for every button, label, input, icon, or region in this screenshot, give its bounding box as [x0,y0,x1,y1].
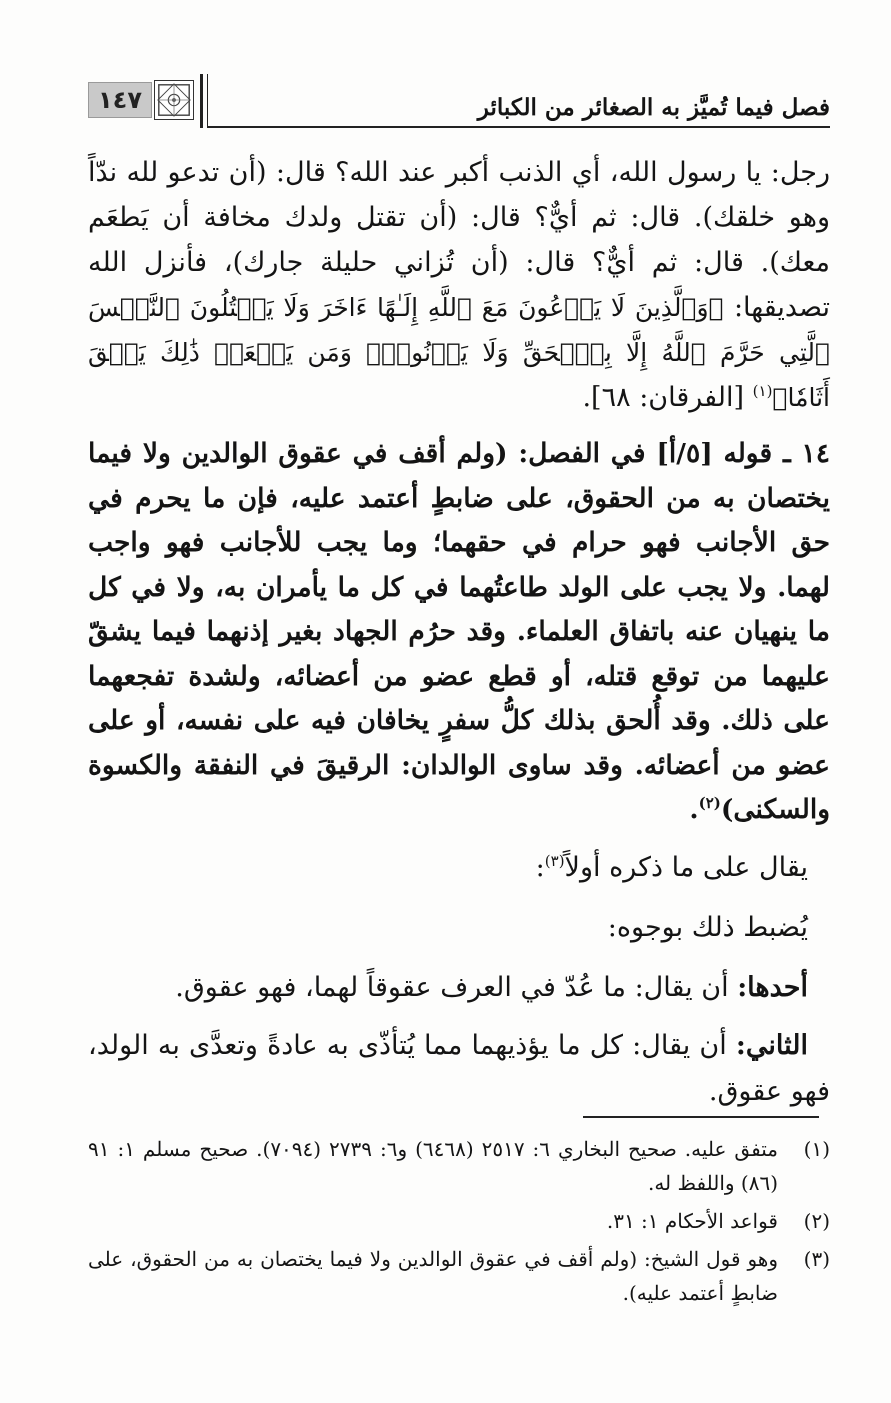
quran-verse: ﴿وَٱلَّذِينَ لَا يَدۡعُونَ مَعَ ٱللَّهِ إِلَـٰهًا ءَاخَرَ وَلَا يَقۡتُلُونَ ٱلنَّفۡسَ ٱلَّتِي حَرَّمَ ٱللَّهُ إِلَّا بِٱلۡحَقِّ وَلَا يَزۡنُونَۚ وَمَن يَفۡعَلۡ ذَٰلِكَ يَلۡقَ أَثَامٗا﴾ [88,293,830,412]
paragraph-text: يُضبط ذلك بوجوه: [607,911,808,943]
paragraph [88,963,808,1013]
paragraph-text: أن يقال: ما عُدّ في العرف عقوقاً لهما، فهو عقوق. [175,971,729,1003]
footnote-ref[interactable]: (٣) [544,851,565,870]
footnote [88,1242,830,1310]
running-header [88,72,830,132]
footnote-text: قواعد الأحكام ١: ٣١. [606,1209,778,1233]
footnote [88,1132,830,1200]
paragraph-text: أن يقال: كل ما يؤذيهما مما يُتأذّى به عادةً وتعدَّى به الولد، فهو عقوق. [88,1029,830,1107]
page-number: ١٤٧ [88,82,152,118]
footnote-separator [583,1116,819,1118]
header-divider [200,74,203,128]
citation: [الفرقان: ٦٨]. [582,382,745,413]
item-label: الثاني: [735,1029,808,1061]
footnote-number: (٢) [803,1209,830,1233]
paragraph-text: يقال على ما ذكره أولاً [564,851,808,883]
paragraph [88,903,808,953]
item-label: أحدها: [737,971,808,1003]
footnotes [88,1132,830,1314]
footnote [88,1204,830,1238]
footnote-text: وهو قول الشيخ: (ولم أقف في عقوق الوالدين ولا فيما يختصان به من الحقوق، على ضابطٍ أعتمد عليه). [88,1247,778,1305]
paragraph-bold [88,432,830,833]
footnote-number: (١) [803,1137,830,1161]
main-text [88,150,830,1115]
footnote-text: متفق عليه. صحيح البخاري ٦: ٢٥١٧ (٦٤٦٨) و٦: ٢٧٣٩ (٧٠٩٤). صحيح مسلم ١: ٩١ (٨٦) واللفظ له. [88,1137,778,1195]
chapter-title: فصل فيما تُميَّز به الصغائر من الكبائر [477,94,830,121]
header-divider [207,74,208,128]
header-rule [208,126,830,128]
punctuation: : [535,851,545,883]
paragraph-text: رجل: يا رسول الله، أي الذنب أكبر عند الله؟ قال: (أن تدعو لله ندّاً وهو خلقك). قال: ثم أيٌّ؟ قال: (أن تقتل ولدك مخافة أن يَطعَم معك). قال: ثم أيٌّ؟ قال: (أن تُزاني حليلة جارك)، فأنزل الله تصديقها: [88,157,830,323]
paragraph [88,843,808,893]
footnote-ref[interactable]: (٢) [698,794,721,813]
paragraph [88,1023,830,1115]
ornament-icon [154,80,194,120]
paragraph-text: ١٤ ـ قوله [٥/أ] في الفصل: (ولم أقف في عقوق الوالدين ولا فيما يختصان به من الحقوق، على ضابطٍ أعتمد عليه، فإن ما يحرم في حق الأجانب فهو حرام في حقهما؛ وما يجب للأجانب فهو واجب لهما. ولا يجب على الولد طاعتُهما في كل ما يأمران به، ولا في كل ما ينهيان عنه باتفاق العلماء. وقد حرُم الجهاد بغير إذنهما فيما يشقّ عليهما من توقع قتله، أو قطع عضو من أعضائه، ولشدة تفجعهما على ذلك. وقد أُلحق بذلك كلُّ سفرٍ يخافان فيه على نفسه، أو على عضو من أعضائه. وقد ساوى الوالدان: الرقيقَ في النفقة والكسوة والسكنى) [88,438,831,825]
punctuation: . [689,794,699,825]
paragraph [88,150,830,420]
footnote-ref[interactable]: (١) [752,382,773,400]
footnote-number: (٣) [803,1247,830,1271]
